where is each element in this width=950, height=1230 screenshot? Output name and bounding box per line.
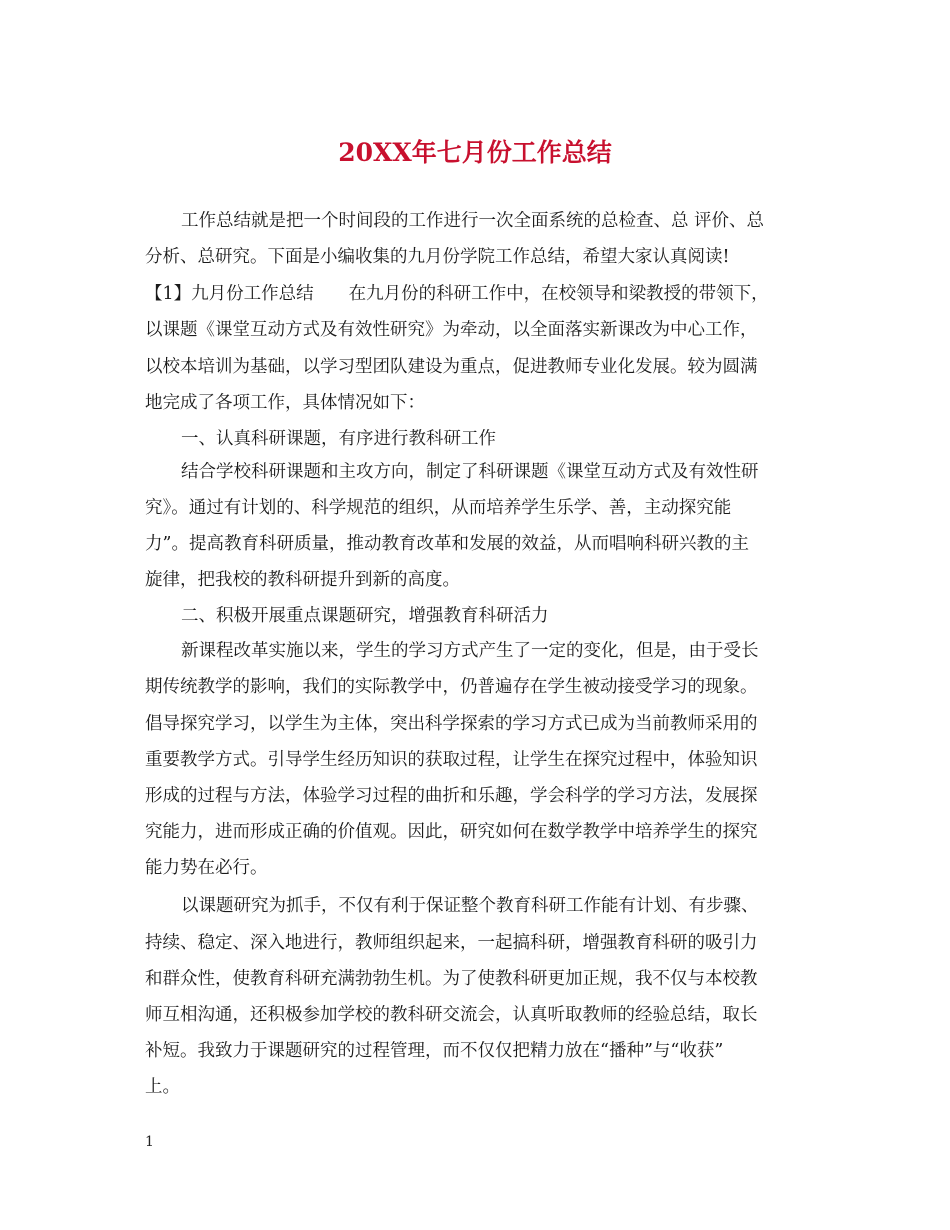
- text-line: 上。: [145, 1077, 180, 1097]
- text-line: 结合学校科研课题和主攻方向，制定了科研课题《课堂互动方式及有效性研: [181, 462, 759, 482]
- text-line: 师互相沟通，还积极参加学校的教科研交流会，认真听取教师的经验总结，取长: [145, 1005, 758, 1025]
- text-line: 重要教学方式。引导学生经历知识的获取过程，让学生在探究过程中，体验知识: [145, 750, 758, 770]
- text-line: 【1】九月份工作总结 在九月份的科研工作中，在校领导和梁教授的带领下，: [145, 284, 769, 304]
- text-line: 力”。提高教育科研质量，推动教育改革和发展的效益，从而唱响科研兴教的主: [145, 534, 749, 554]
- text-line: 倡导探究学习，以学生为主体，突出科学探索的学习方式已成为当前教师采用的: [145, 714, 758, 734]
- text-line: 补短。我致力于课题研究的过程管理，而不仅仅把精力放在“播种”与“收获”: [145, 1041, 724, 1061]
- text-line: 旋律，把我校的教科研提升到新的高度。: [145, 570, 460, 590]
- text-line: 和群众性，使教育科研充满勃勃生机。为了使教科研更加正规，我不仅与本校教: [145, 969, 758, 989]
- text-line: 期传统教学的影响，我们的实际教学中，仍普遍存在学生被动接受学习的现象。: [145, 677, 758, 697]
- text-line: 新课程改革实施以来，学生的学习方式产生了一定的变化，但是，由于受长: [181, 641, 759, 661]
- text-line: 工作总结就是把一个时间段的工作进行一次全面系统的总检查、总 评价、总: [181, 211, 765, 231]
- page-number: 1: [145, 1134, 154, 1150]
- text-line: 以校本培训为基础，以学习型团队建设为重点，促进教师专业化发展。较为圆满: [145, 357, 758, 377]
- section-heading: 一、认真科研课题，有序进行教科研工作: [181, 429, 496, 449]
- text-line: 究》。通过有计划的、科学规范的组织，从而培养学生乐学、善，主动探究能: [145, 498, 732, 518]
- text-line: 以课题《课堂互动方式及有效性研究》为牵动，以全面落实新课改为中心工作，: [145, 320, 758, 340]
- text-line: 能力势在必行。: [145, 858, 268, 878]
- text-line: 分析、总研究。下面是小编收集的九月份学院工作总结，希望大家认真阅读!: [145, 247, 730, 267]
- text-line: 持续、稳定、深入地进行，教师组织起来，一起搞科研，增强教育科研的吸引力: [145, 933, 758, 953]
- text-line: 地完成了各项工作，具体情况如下：: [145, 393, 425, 413]
- document-title: 20XX年七月份工作总结: [338, 138, 612, 167]
- text-line: 形成的过程与方法，体验学习过程的曲折和乐趣，学会科学的学习方法，发展探: [145, 786, 758, 806]
- section-heading: 二、积极开展重点课题研究，增强教育科研活力: [181, 606, 549, 626]
- text-line: 究能力，进而形成正确的价值观。因此，研究如何在数学教学中培养学生的探究: [145, 822, 758, 842]
- text-line: 以课题研究为抓手，不仅有利于保证整个教育科研工作能有计划、有步骤、: [181, 896, 759, 916]
